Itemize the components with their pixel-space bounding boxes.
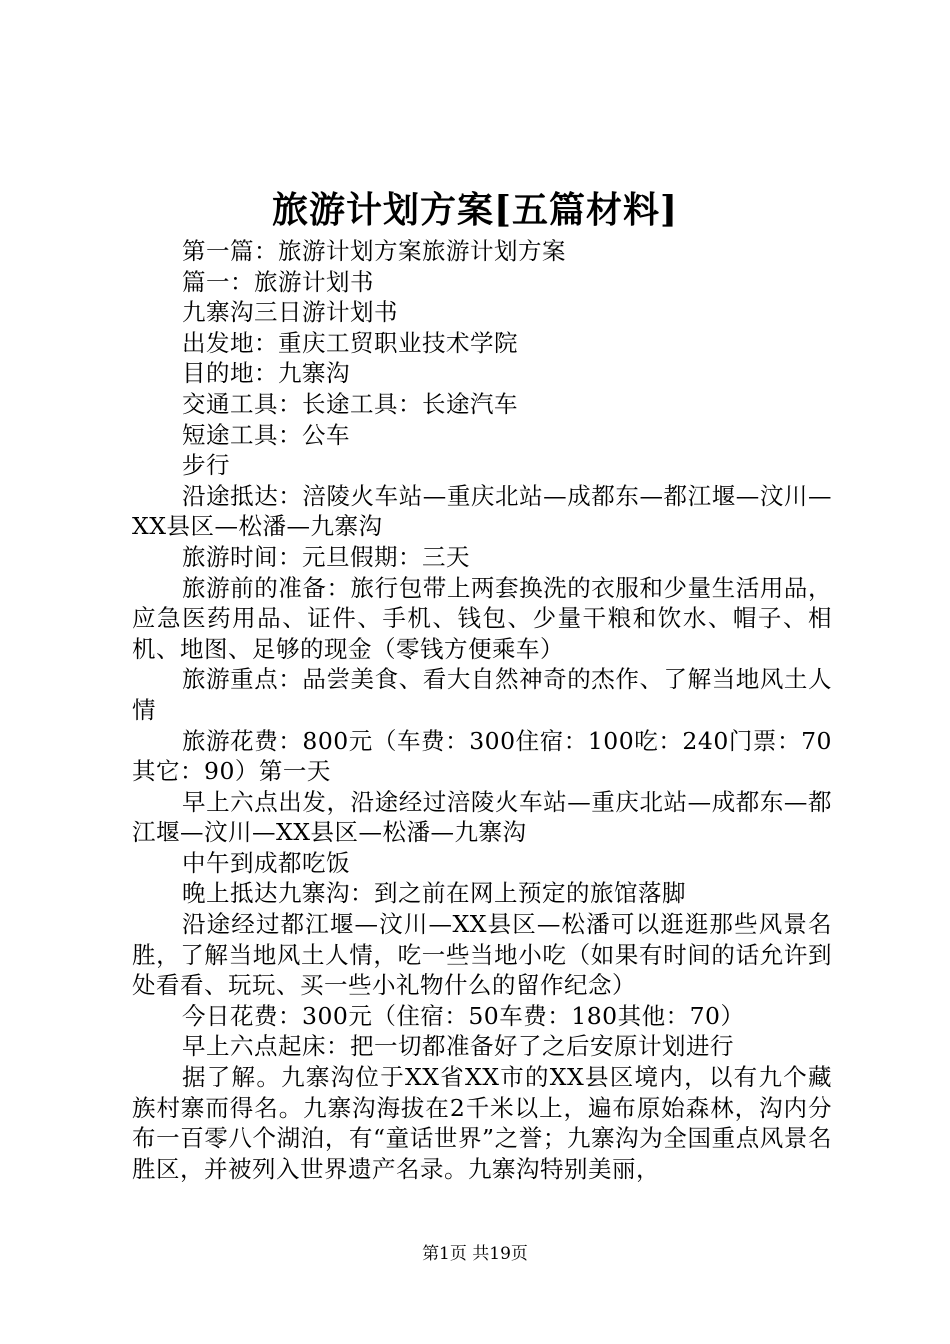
paragraph: 沿途经过都江堰—汶川—XX县区—松潘可以逛逛那些风景名胜，了解当地风土人情，吃一些当地小吃（如果有时间的话允许到处看看、玩玩、买一些小礼物什么的留作纪念） (132, 910, 832, 1000)
paragraph: 今日花费：300元（住宿：50车费：180其他：70） (182, 1001, 745, 1030)
paragraph: 旅游重点：品尝美食、看大自然神奇的杰作、了解当地风土人情 (132, 665, 832, 724)
paragraph: 短途工具：公车 (182, 420, 350, 449)
paragraph: 步行 (182, 451, 230, 480)
paragraph: 目的地：九寨沟 (182, 359, 350, 388)
paragraph: 旅游时间：元旦假期：三天 (182, 542, 470, 571)
paragraph: 出发地：重庆工贸职业技术学院 (182, 328, 518, 357)
paragraph: 旅游花费：800元（车费：300住宿：100吃：240门票：70其它：90）第一天 (132, 726, 832, 786)
paragraph: 早上六点出发，沿途经过涪陵火车站—重庆北站—成都东—都江堰—汶川—XX县区—松潘—九寨沟 (132, 787, 832, 847)
paragraph: 晚上抵达九寨沟：到之前在网上预定的旅馆落脚 (182, 879, 686, 908)
document-title: 旅游计划方案[五篇材料] (271, 189, 679, 231)
paragraph: 沿途抵达：涪陵火车站—重庆北站—成都东—都江堰—汶川—XX县区—松潘—九寨沟 (132, 481, 832, 541)
document-body (132, 236, 832, 1184)
paragraph: 九寨沟三日游计划书 (182, 298, 398, 327)
paragraph: 交通工具：长途工具：长途汽车 (182, 389, 518, 418)
paragraph: 旅游前的准备：旅行包带上两套换洗的衣服和少量生活用品，应急医药用品、证件、手机、钱包、少量干粮和饮水、帽子、相机、地图、足够的现金（零钱方便乘车） (132, 573, 832, 663)
paragraph: 早上六点起床：把一切都准备好了之后安原计划进行 (182, 1032, 734, 1061)
page-footer: 第1页 共19页 (422, 1244, 528, 1264)
paragraph: 据了解。九寨沟位于XX省XX市的XX县区境内，以有九个藏族村寨而得名。九寨沟海拔在2千米以上，遍布原始森林，沟内分布一百零八个湖泊，有“童话世界”之誉；九寨沟为全国重点风景名胜区，并被列入世界遗产名录。九寨沟特别美丽， (132, 1063, 832, 1183)
paragraph: 第一篇：旅游计划方案旅游计划方案 (182, 237, 566, 265)
paragraph: 中午到成都吃饭 (182, 848, 350, 877)
paragraph: 篇一：旅游计划书 (182, 267, 374, 296)
